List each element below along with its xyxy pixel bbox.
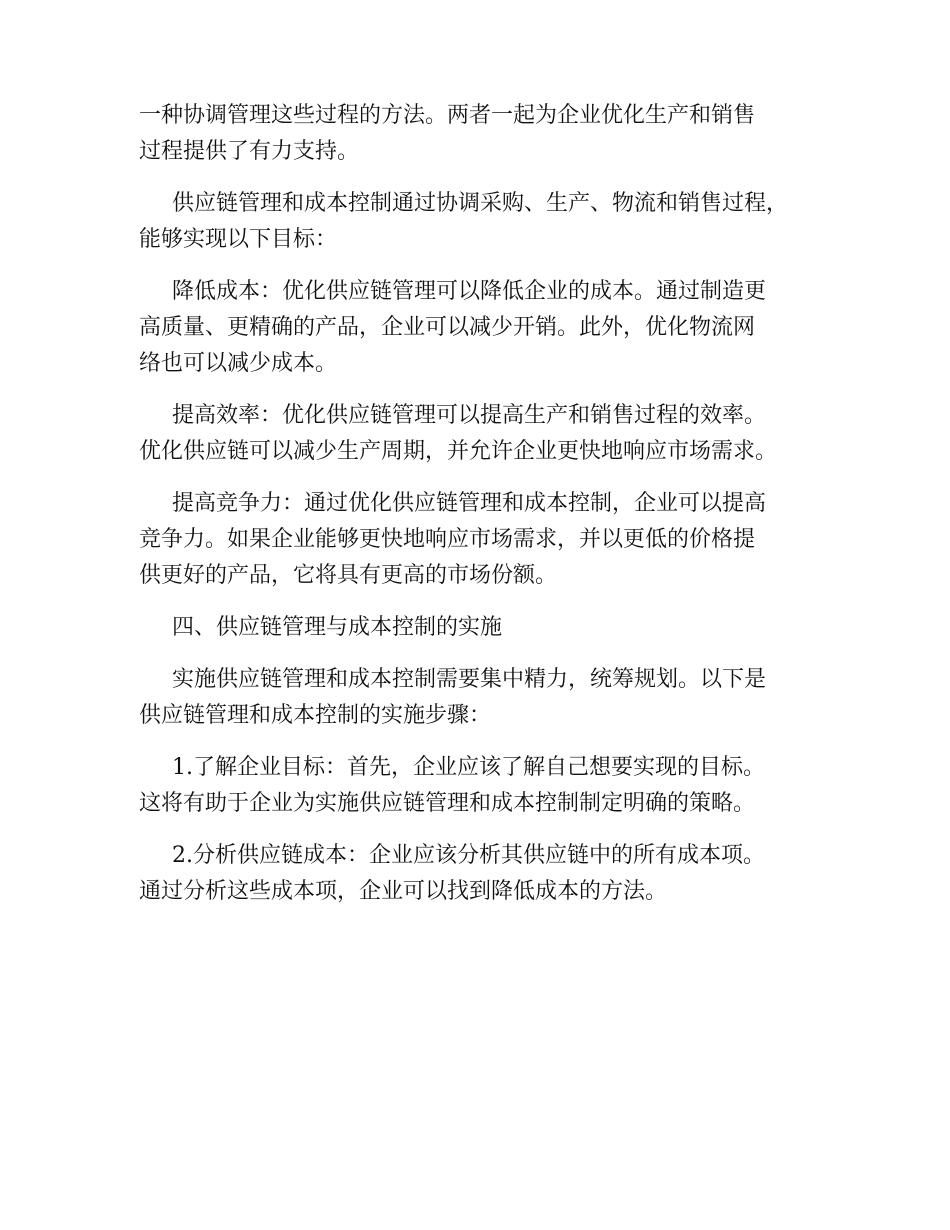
paragraph	[139, 486, 829, 594]
section-heading-text: 四、供应链管理与成本控制的实施	[172, 615, 503, 640]
paragraph	[139, 186, 829, 258]
text-line: 过程提供了有力支持。	[139, 139, 360, 164]
text-line: 1.了解企业目标：首先，企业应该了解自己想要实现的目标。	[172, 755, 765, 780]
text-line: 通过分析这些成本项，企业可以找到降低成本的方法。	[139, 879, 668, 904]
text-line: 一种协调管理这些过程的方法。两者一起为企业优化生产和销售	[139, 103, 756, 128]
text-line: 提高效率：优化供应链管理可以提高生产和销售过程的效率。	[172, 403, 767, 428]
text-line: 优化供应链可以减少生产周期，并允许企业更快地响应市场需求。	[139, 439, 778, 464]
text-line: 供应链管理和成本控制通过协调采购、生产、物流和销售过程，	[172, 191, 789, 216]
document-body	[139, 98, 829, 926]
list-item	[139, 838, 829, 910]
section-heading	[139, 610, 829, 646]
text-line: 提高竞争力：通过优化供应链管理和成本控制，企业可以提高	[172, 491, 767, 516]
text-line: 高质量、更精确的产品，企业可以减少开销。此外，优化物流网	[139, 315, 756, 340]
paragraph	[139, 98, 829, 170]
paragraph	[139, 662, 829, 734]
text-line: 供更好的产品，它将具有更高的市场份额。	[139, 563, 558, 588]
text-line: 供应链管理和成本控制的实施步骤：	[139, 703, 492, 728]
paragraph	[139, 398, 829, 470]
text-line: 实施供应链管理和成本控制需要集中精力，统筹规划。以下是	[172, 667, 767, 692]
text-line: 竞争力。如果企业能够更快地响应市场需求，并以更低的价格提	[139, 527, 756, 552]
text-line: 2.分析供应链成本：企业应该分析其供应链中的所有成本项。	[172, 843, 765, 868]
list-item	[139, 750, 829, 822]
text-line: 这将有助于企业为实施供应链管理和成本控制制定明确的策略。	[139, 791, 756, 816]
text-line: 络也可以减少成本。	[139, 351, 338, 376]
text-line: 能够实现以下目标：	[139, 227, 338, 252]
text-line: 降低成本：优化供应链管理可以降低企业的成本。通过制造更	[172, 279, 767, 304]
paragraph	[139, 274, 829, 382]
